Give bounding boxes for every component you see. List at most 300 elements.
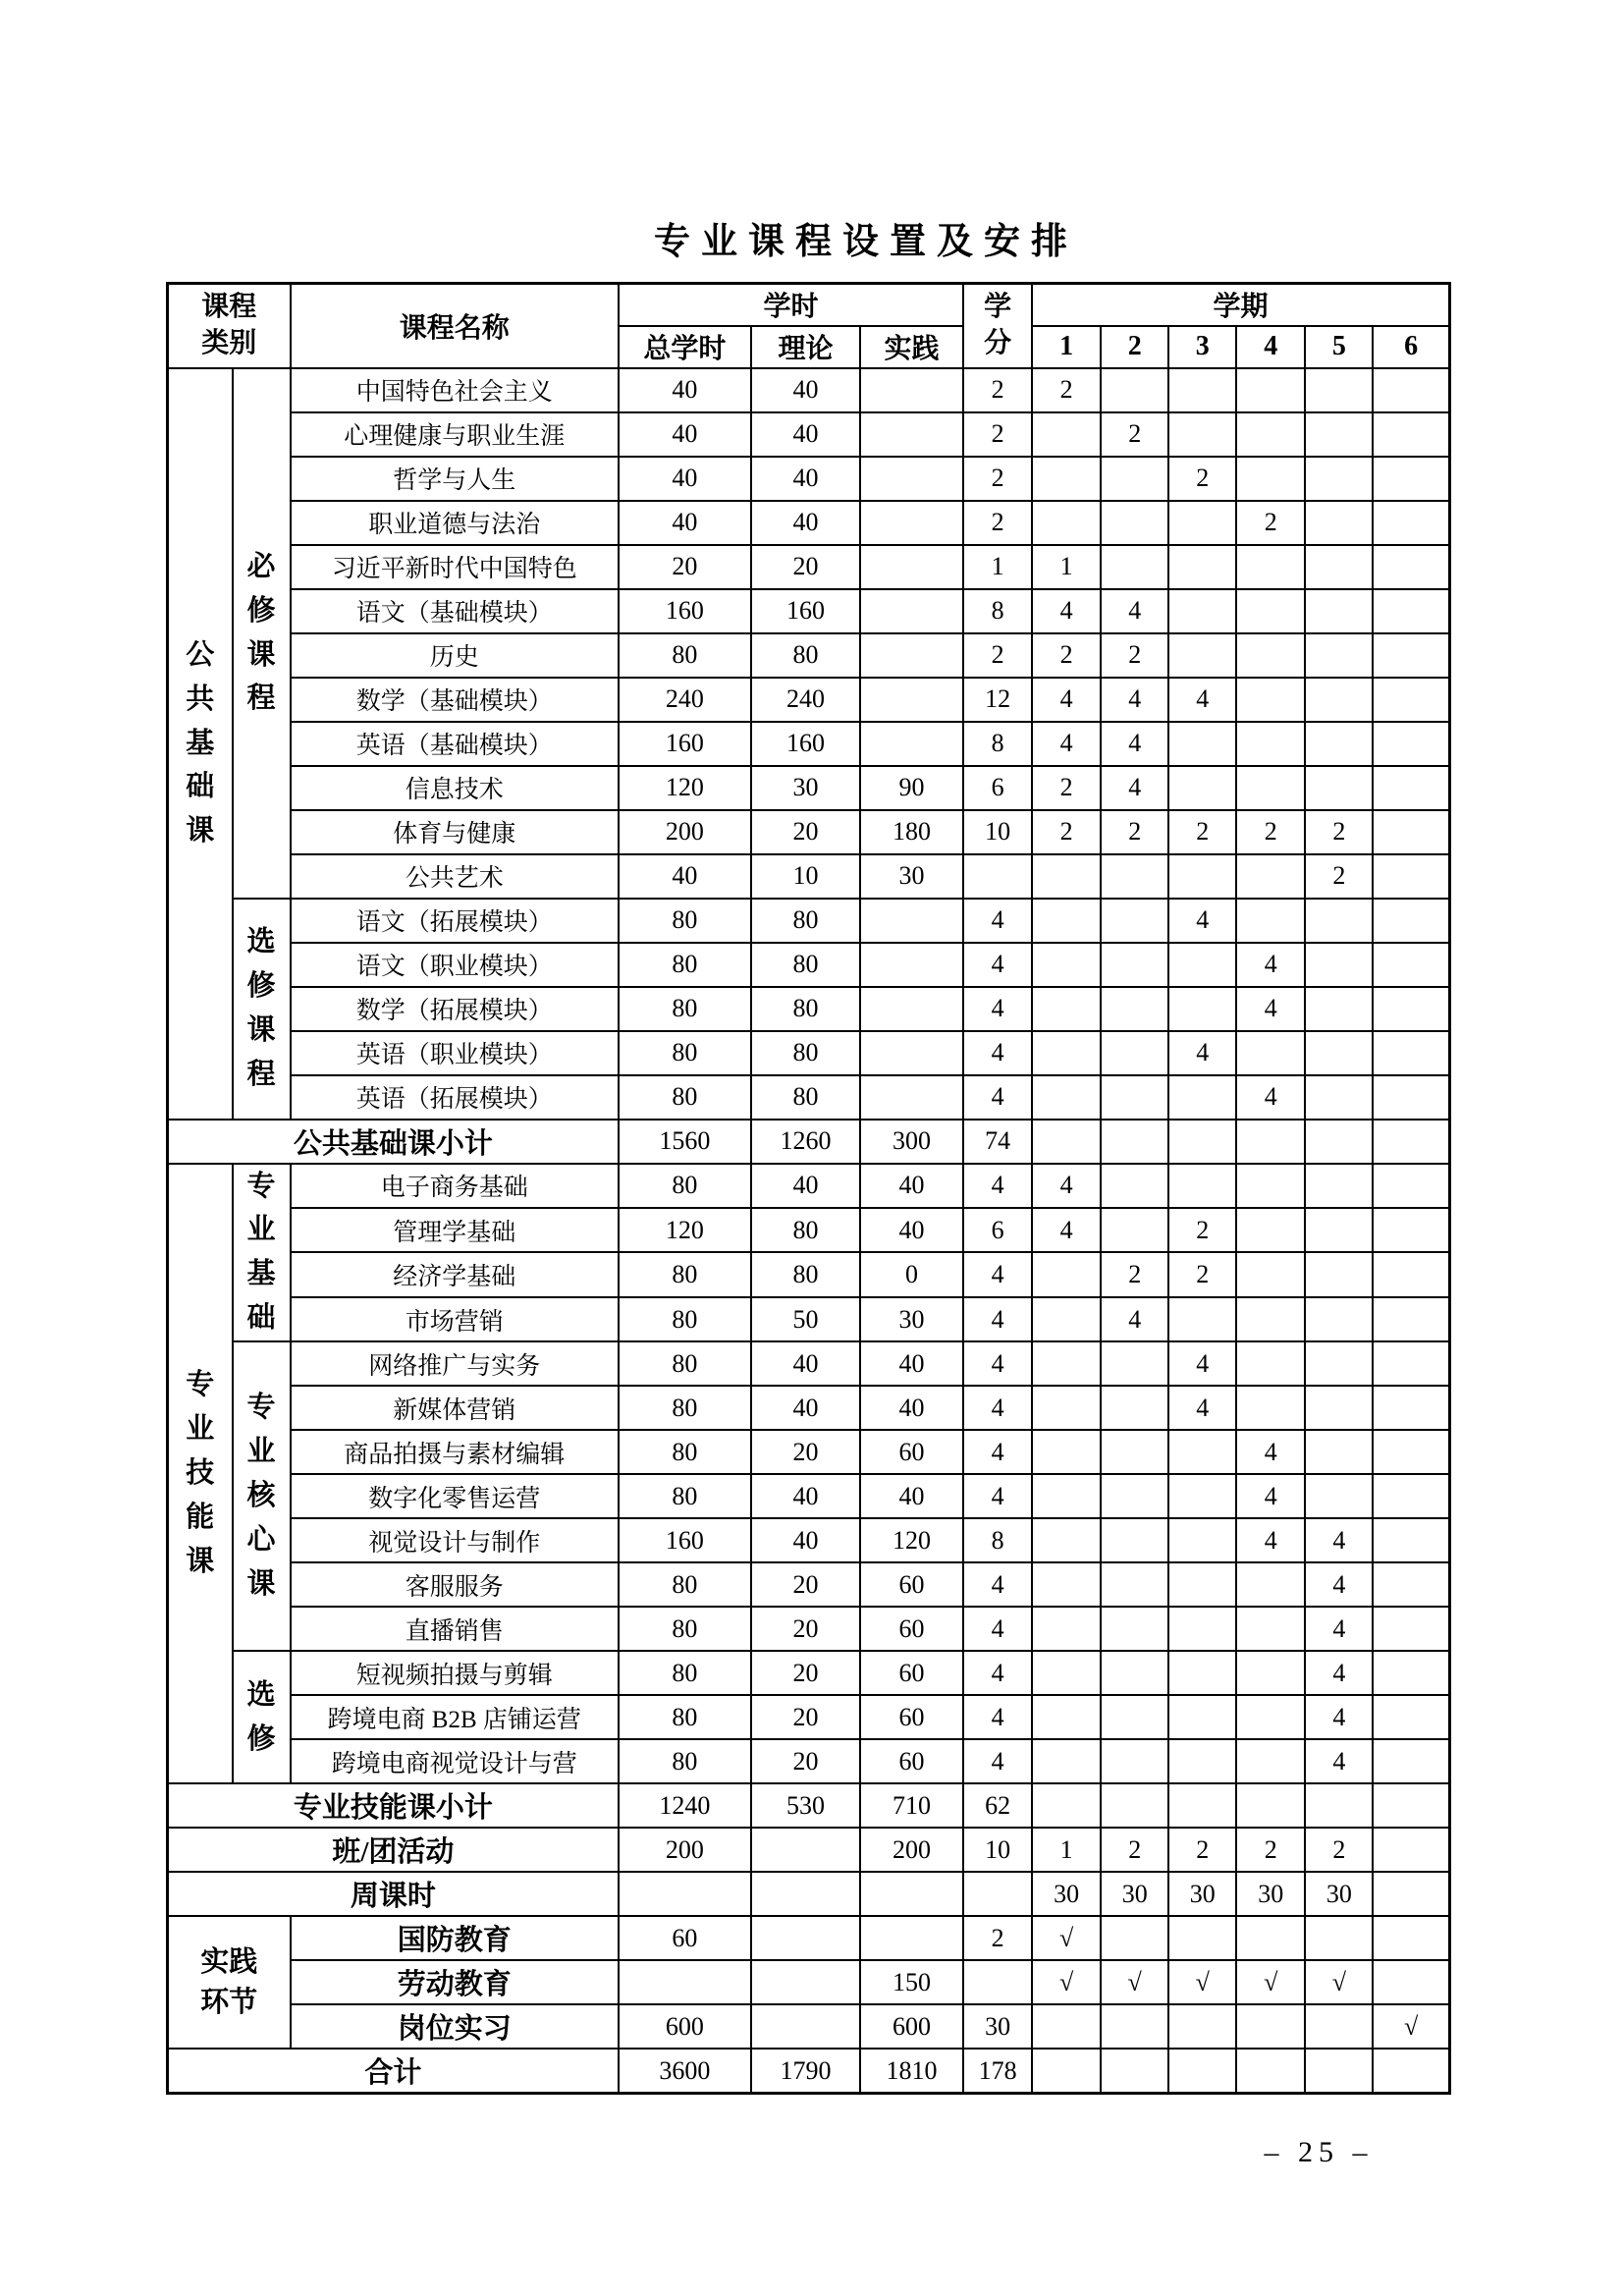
course-row: [168, 943, 1450, 987]
semester-6-cell: [1373, 678, 1449, 722]
course-name-cell: 中国特色社会主义: [291, 368, 619, 412]
theory-hours-cell: 40: [751, 368, 860, 412]
theory-hours-cell: 40: [751, 1341, 860, 1386]
course-row: [168, 2004, 1450, 2049]
header-semester-4: 4: [1236, 326, 1305, 368]
semester-2-cell: [1101, 1386, 1168, 1430]
practice-hours-cell: 1810: [860, 2049, 963, 2093]
practice-hours-cell: 60: [860, 1695, 963, 1739]
semester-3-cell: 4: [1168, 1386, 1236, 1430]
semester-5-cell: [1305, 987, 1373, 1031]
theory-hours-cell: 80: [751, 899, 860, 943]
credits-cell: 10: [963, 1828, 1032, 1872]
category-cell: [168, 1916, 291, 2049]
semester-3-cell: [1168, 412, 1236, 457]
practice-hours-cell: [860, 412, 963, 457]
semester-4-cell: [1236, 766, 1305, 810]
semester-5-cell: 2: [1305, 810, 1373, 854]
total-hours-cell: 160: [619, 589, 751, 633]
semester-6-cell: [1373, 368, 1449, 412]
semester-5-cell: 4: [1305, 1695, 1373, 1739]
semester-2-cell: 30: [1101, 1872, 1168, 1916]
semester-5-cell: 4: [1305, 1518, 1373, 1562]
theory-hours-cell: 530: [751, 1783, 860, 1828]
semester-1-cell: [1032, 1651, 1101, 1695]
semester-3-cell: [1168, 368, 1236, 412]
semester-1-cell: [1032, 1607, 1101, 1651]
practice-hours-cell: [860, 501, 963, 545]
course-name-cell: 数字化零售运营: [291, 1474, 619, 1518]
course-name-cell: 国防教育: [291, 1916, 619, 1960]
semester-6-cell: [1373, 633, 1449, 678]
course-row: [168, 457, 1450, 501]
semester-2-cell: 4: [1101, 722, 1168, 766]
semester-4-cell: [1236, 1031, 1305, 1075]
semester-2-cell: [1101, 1739, 1168, 1783]
semester-1-cell: 2: [1032, 368, 1101, 412]
total-hours-cell: 240: [619, 678, 751, 722]
semester-4-cell: [1236, 2049, 1305, 2093]
credits-cell: 10: [963, 810, 1032, 854]
practice-hours-cell: 60: [860, 1607, 963, 1651]
semester-5-cell: [1305, 1386, 1373, 1430]
course-row: [168, 1430, 1450, 1474]
practice-hours-cell: [860, 1075, 963, 1120]
semester-1-cell: 4: [1032, 589, 1101, 633]
semester-2-cell: [1101, 2004, 1168, 2049]
credits-cell: 1: [963, 545, 1032, 589]
semester-3-cell: [1168, 854, 1236, 899]
semester-3-cell: [1168, 1783, 1236, 1828]
total-hours-cell: 160: [619, 722, 751, 766]
credits-cell: 2: [963, 368, 1032, 412]
practice-hours-cell: [860, 457, 963, 501]
semester-3-cell: [1168, 545, 1236, 589]
semester-6-cell: [1373, 854, 1449, 899]
semester-2-cell: [1101, 1562, 1168, 1607]
semester-6-cell: [1373, 1739, 1449, 1783]
course-row: [168, 545, 1450, 589]
credits-cell: [963, 854, 1032, 899]
semester-5-cell: [1305, 545, 1373, 589]
course-name-cell: 岗位实习: [291, 2004, 619, 2049]
course-name-cell: 跨境电商视觉设计与营: [291, 1739, 619, 1783]
total-hours-cell: [619, 1960, 751, 2004]
curriculum-table: [166, 282, 1451, 2095]
semester-6-cell: [1373, 1252, 1449, 1296]
semester-3-cell: [1168, 2049, 1236, 2093]
practice-hours-cell: 710: [860, 1783, 963, 1828]
course-name-cell: 新媒体营销: [291, 1386, 619, 1430]
semester-4-cell: 4: [1236, 1430, 1305, 1474]
semester-4-cell: [1236, 1164, 1305, 1208]
course-name-cell: 英语（职业模块）: [291, 1031, 619, 1075]
semester-4-cell: [1236, 1297, 1305, 1341]
semester-4-cell: [1236, 589, 1305, 633]
semester-3-cell: 4: [1168, 1031, 1236, 1075]
theory-hours-cell: 80: [751, 1252, 860, 1296]
course-name-cell: 英语（拓展模块）: [291, 1075, 619, 1120]
practice-hours-cell: [860, 368, 963, 412]
semester-3-cell: 4: [1168, 899, 1236, 943]
course-row: [168, 1474, 1450, 1518]
credits-cell: 2: [963, 501, 1032, 545]
total-hours-cell: 200: [619, 1828, 751, 1872]
practice-hours-cell: [860, 545, 963, 589]
subcategory-cell: [233, 368, 291, 899]
course-name-cell: 英语（基础模块）: [291, 722, 619, 766]
total-hours-cell: 3600: [619, 2049, 751, 2093]
semester-4-cell: 4: [1236, 1474, 1305, 1518]
course-name-cell: 合计: [168, 2049, 619, 2093]
semester-3-cell: [1168, 1518, 1236, 1562]
course-name-cell: 专业技能课小计: [168, 1783, 619, 1828]
theory-hours-cell: 10: [751, 854, 860, 899]
credits-cell: 4: [963, 1651, 1032, 1695]
theory-hours-cell: [751, 1872, 860, 1916]
practice-hours-cell: [860, 1872, 963, 1916]
credits-cell: 62: [963, 1783, 1032, 1828]
semester-1-cell: [1032, 1252, 1101, 1296]
semester-5-cell: [1305, 501, 1373, 545]
course-row: [168, 1252, 1450, 1296]
semester-5-cell: [1305, 722, 1373, 766]
semester-2-cell: [1101, 1607, 1168, 1651]
theory-hours-cell: 1260: [751, 1120, 860, 1164]
theory-hours-cell: 30: [751, 766, 860, 810]
course-row: [168, 1031, 1450, 1075]
semester-5-cell: [1305, 633, 1373, 678]
total-hours-cell: 80: [619, 899, 751, 943]
theory-hours-cell: 20: [751, 1651, 860, 1695]
total-hours-cell: 80: [619, 1474, 751, 1518]
total-hours-cell: 40: [619, 457, 751, 501]
semester-1-cell: [1032, 899, 1101, 943]
theory-hours-cell: 80: [751, 987, 860, 1031]
semester-2-cell: 4: [1101, 1297, 1168, 1341]
practice-hours-cell: 150: [860, 1960, 963, 2004]
semester-4-cell: [1236, 1607, 1305, 1651]
semester-2-cell: 4: [1101, 589, 1168, 633]
course-name-cell: 电子商务基础: [291, 1164, 619, 1208]
credits-cell: 4: [963, 1164, 1032, 1208]
course-row: [168, 1164, 1450, 1208]
course-name-cell: 心理健康与职业生涯: [291, 412, 619, 457]
credits-cell: 4: [963, 987, 1032, 1031]
subcategory-cell: [233, 1651, 291, 1783]
semester-2-cell: [1101, 1164, 1168, 1208]
semester-1-cell: [1032, 987, 1101, 1031]
total-hours-cell: 80: [619, 1739, 751, 1783]
semester-1-cell: [1032, 412, 1101, 457]
semester-2-cell: [1101, 854, 1168, 899]
semester-6-cell: [1373, 987, 1449, 1031]
semester-5-cell: [1305, 457, 1373, 501]
course-row: [168, 1341, 1450, 1386]
semester-2-cell: [1101, 1430, 1168, 1474]
theory-hours-cell: [751, 1916, 860, 1960]
semester-2-cell: [1101, 987, 1168, 1031]
course-row: [168, 412, 1450, 457]
semester-3-cell: 2: [1168, 1252, 1236, 1296]
header-practice-hours: 实践: [860, 326, 963, 368]
theory-hours-cell: 20: [751, 1739, 860, 1783]
semester-4-cell: [1236, 1739, 1305, 1783]
semester-5-cell: [1305, 1164, 1373, 1208]
category-cell: [168, 1164, 233, 1784]
header-semester-3: 3: [1168, 326, 1236, 368]
practice-hours-cell: 60: [860, 1651, 963, 1695]
semester-4-cell: [1236, 368, 1305, 412]
theory-hours-cell: 20: [751, 1695, 860, 1739]
credits-cell: 4: [963, 1341, 1032, 1386]
semester-6-cell: [1373, 899, 1449, 943]
semester-3-cell: [1168, 1695, 1236, 1739]
summary-row: [168, 2049, 1450, 2093]
semester-6-cell: [1373, 2049, 1449, 2093]
credits-cell: 12: [963, 678, 1032, 722]
semester-5-cell: [1305, 899, 1373, 943]
practice-hours-cell: [860, 722, 963, 766]
course-row: [168, 1607, 1450, 1651]
semester-4-cell: [1236, 633, 1305, 678]
subcategory-label: 专业基础: [246, 1170, 276, 1335]
theory-hours-cell: 40: [751, 1164, 860, 1208]
semester-5-cell: 4: [1305, 1651, 1373, 1695]
semester-1-cell: √: [1032, 1960, 1101, 2004]
header-credits: 学分: [963, 284, 1032, 368]
semester-5-cell: [1305, 1341, 1373, 1386]
header-course-name: 课程名称: [291, 284, 619, 368]
table-header: [168, 284, 1450, 368]
course-row: [168, 722, 1450, 766]
category-label: 实践环节: [200, 1946, 258, 2018]
semester-2-cell: [1101, 368, 1168, 412]
course-row: [168, 589, 1450, 633]
semester-6-cell: [1373, 501, 1449, 545]
semester-3-cell: [1168, 633, 1236, 678]
course-name-cell: 视觉设计与制作: [291, 1518, 619, 1562]
credits-cell: 4: [963, 1386, 1032, 1430]
semester-1-cell: [1032, 1386, 1101, 1430]
semester-5-cell: [1305, 1120, 1373, 1164]
semester-1-cell: [1032, 1297, 1101, 1341]
total-hours-cell: 160: [619, 1518, 751, 1562]
course-name-cell: 跨境电商 B2B 店铺运营: [291, 1695, 619, 1739]
total-hours-cell: 80: [619, 633, 751, 678]
subcategory-label: 专业核心课: [246, 1392, 276, 1601]
course-name-cell: 数学（基础模块）: [291, 678, 619, 722]
semester-6-cell: [1373, 457, 1449, 501]
credits-cell: 4: [963, 1031, 1032, 1075]
semester-6-cell: [1373, 1562, 1449, 1607]
semester-1-cell: [1032, 1474, 1101, 1518]
semester-6-cell: [1373, 545, 1449, 589]
credits-cell: 4: [963, 899, 1032, 943]
summary-row: [168, 1120, 1450, 1164]
semester-1-cell: 4: [1032, 1164, 1101, 1208]
semester-5-cell: 2: [1305, 1828, 1373, 1872]
semester-2-cell: [1101, 1341, 1168, 1386]
course-name-cell: 管理学基础: [291, 1208, 619, 1252]
semester-1-cell: [1032, 2049, 1101, 2093]
course-name-cell: 客服服务: [291, 1562, 619, 1607]
total-hours-cell: 600: [619, 2004, 751, 2049]
semester-6-cell: [1373, 722, 1449, 766]
theory-hours-cell: 240: [751, 678, 860, 722]
course-row: [168, 1562, 1450, 1607]
course-name-cell: 语文（职业模块）: [291, 943, 619, 987]
semester-2-cell: [1101, 943, 1168, 987]
semester-3-cell: 30: [1168, 1872, 1236, 1916]
course-name-cell: 周课时: [168, 1872, 619, 1916]
semester-4-cell: [1236, 854, 1305, 899]
semester-6-cell: [1373, 1872, 1449, 1916]
theory-hours-cell: 80: [751, 943, 860, 987]
semester-2-cell: [1101, 1474, 1168, 1518]
semester-3-cell: [1168, 1120, 1236, 1164]
semester-2-cell: 2: [1101, 1252, 1168, 1296]
semester-1-cell: [1032, 1430, 1101, 1474]
semester-1-cell: 4: [1032, 678, 1101, 722]
semester-5-cell: 4: [1305, 1739, 1373, 1783]
semester-6-cell: [1373, 1031, 1449, 1075]
subcategory-label: 选修: [246, 1678, 276, 1755]
theory-hours-cell: 160: [751, 589, 860, 633]
semester-3-cell: [1168, 722, 1236, 766]
semester-4-cell: [1236, 545, 1305, 589]
practice-hours-cell: 120: [860, 1518, 963, 1562]
semester-1-cell: [1032, 1783, 1101, 1828]
semester-4-cell: [1236, 1341, 1305, 1386]
credits-cell: [963, 1960, 1032, 2004]
credits-cell: 2: [963, 457, 1032, 501]
semester-2-cell: [1101, 899, 1168, 943]
practice-hours-cell: 600: [860, 2004, 963, 2049]
semester-1-cell: [1032, 2004, 1101, 2049]
practice-hours-cell: 40: [860, 1208, 963, 1252]
semester-2-cell: [1101, 1651, 1168, 1695]
total-hours-cell: 80: [619, 1075, 751, 1120]
semester-4-cell: [1236, 2004, 1305, 2049]
practice-hours-cell: [860, 678, 963, 722]
credits-cell: 4: [963, 1297, 1032, 1341]
semester-2-cell: [1101, 1120, 1168, 1164]
theory-hours-cell: [751, 1828, 860, 1872]
semester-3-cell: [1168, 1430, 1236, 1474]
semester-1-cell: [1032, 1120, 1101, 1164]
semester-5-cell: [1305, 589, 1373, 633]
semester-3-cell: [1168, 943, 1236, 987]
practice-hours-cell: [860, 633, 963, 678]
course-name-cell: 数学（拓展模块）: [291, 987, 619, 1031]
semester-5-cell: [1305, 2004, 1373, 2049]
course-row: [168, 1518, 1450, 1562]
credits-cell: 8: [963, 722, 1032, 766]
semester-6-cell: [1373, 1783, 1449, 1828]
theory-hours-cell: 20: [751, 810, 860, 854]
semester-2-cell: 4: [1101, 766, 1168, 810]
credits-cell: 8: [963, 1518, 1032, 1562]
category-cell: [168, 368, 233, 1120]
practice-hours-cell: 60: [860, 1562, 963, 1607]
credits-cell: 6: [963, 766, 1032, 810]
course-row: [168, 1651, 1450, 1695]
semester-4-cell: 4: [1236, 943, 1305, 987]
semester-4-cell: √: [1236, 1960, 1305, 2004]
course-name-cell: 网络推广与实务: [291, 1341, 619, 1386]
summary-row: [168, 1828, 1450, 1872]
semester-4-cell: [1236, 678, 1305, 722]
theory-hours-cell: 40: [751, 1518, 860, 1562]
semester-2-cell: [1101, 457, 1168, 501]
semester-6-cell: [1373, 1208, 1449, 1252]
course-name-cell: 历史: [291, 633, 619, 678]
theory-hours-cell: 40: [751, 501, 860, 545]
semester-5-cell: [1305, 1297, 1373, 1341]
course-name-cell: 职业道德与法治: [291, 501, 619, 545]
semester-6-cell: [1373, 1960, 1449, 2004]
semester-4-cell: [1236, 412, 1305, 457]
theory-hours-cell: 20: [751, 545, 860, 589]
semester-6-cell: [1373, 1474, 1449, 1518]
theory-hours-cell: 20: [751, 1607, 860, 1651]
theory-hours-cell: 80: [751, 1031, 860, 1075]
total-hours-cell: 80: [619, 1562, 751, 1607]
semester-6-cell: [1373, 589, 1449, 633]
semester-5-cell: 30: [1305, 1872, 1373, 1916]
semester-6-cell: [1373, 1386, 1449, 1430]
course-name-cell: 公共基础课小计: [168, 1120, 619, 1164]
semester-6-cell: [1373, 810, 1449, 854]
semester-3-cell: [1168, 1562, 1236, 1607]
credits-cell: 2: [963, 633, 1032, 678]
course-row: [168, 678, 1450, 722]
semester-6-cell: [1373, 1430, 1449, 1474]
semester-2-cell: [1101, 1518, 1168, 1562]
course-name-cell: 体育与健康: [291, 810, 619, 854]
credits-cell: 30: [963, 2004, 1032, 2049]
semester-4-cell: [1236, 457, 1305, 501]
total-hours-cell: 80: [619, 1430, 751, 1474]
semester-5-cell: 2: [1305, 854, 1373, 899]
semester-4-cell: [1236, 1208, 1305, 1252]
total-hours-cell: 80: [619, 1252, 751, 1296]
practice-hours-cell: 30: [860, 854, 963, 899]
practice-hours-cell: 90: [860, 766, 963, 810]
header-category: 课程类别: [168, 284, 291, 368]
semester-4-cell: 2: [1236, 810, 1305, 854]
semester-1-cell: 2: [1032, 766, 1101, 810]
practice-hours-cell: [860, 1031, 963, 1075]
semester-2-cell: [1101, 2049, 1168, 2093]
course-row: [168, 987, 1450, 1031]
semester-2-cell: [1101, 1075, 1168, 1120]
semester-5-cell: [1305, 368, 1373, 412]
total-hours-cell: 80: [619, 943, 751, 987]
course-row: [168, 1297, 1450, 1341]
semester-1-cell: 1: [1032, 1828, 1101, 1872]
total-hours-cell: 1240: [619, 1783, 751, 1828]
semester-3-cell: [1168, 766, 1236, 810]
semester-2-cell: √: [1101, 1960, 1168, 2004]
total-hours-cell: 80: [619, 1607, 751, 1651]
total-hours-cell: 120: [619, 1208, 751, 1252]
semester-2-cell: [1101, 1783, 1168, 1828]
semester-6-cell: [1373, 1651, 1449, 1695]
subcategory-cell: [233, 899, 291, 1120]
semester-4-cell: 2: [1236, 1828, 1305, 1872]
